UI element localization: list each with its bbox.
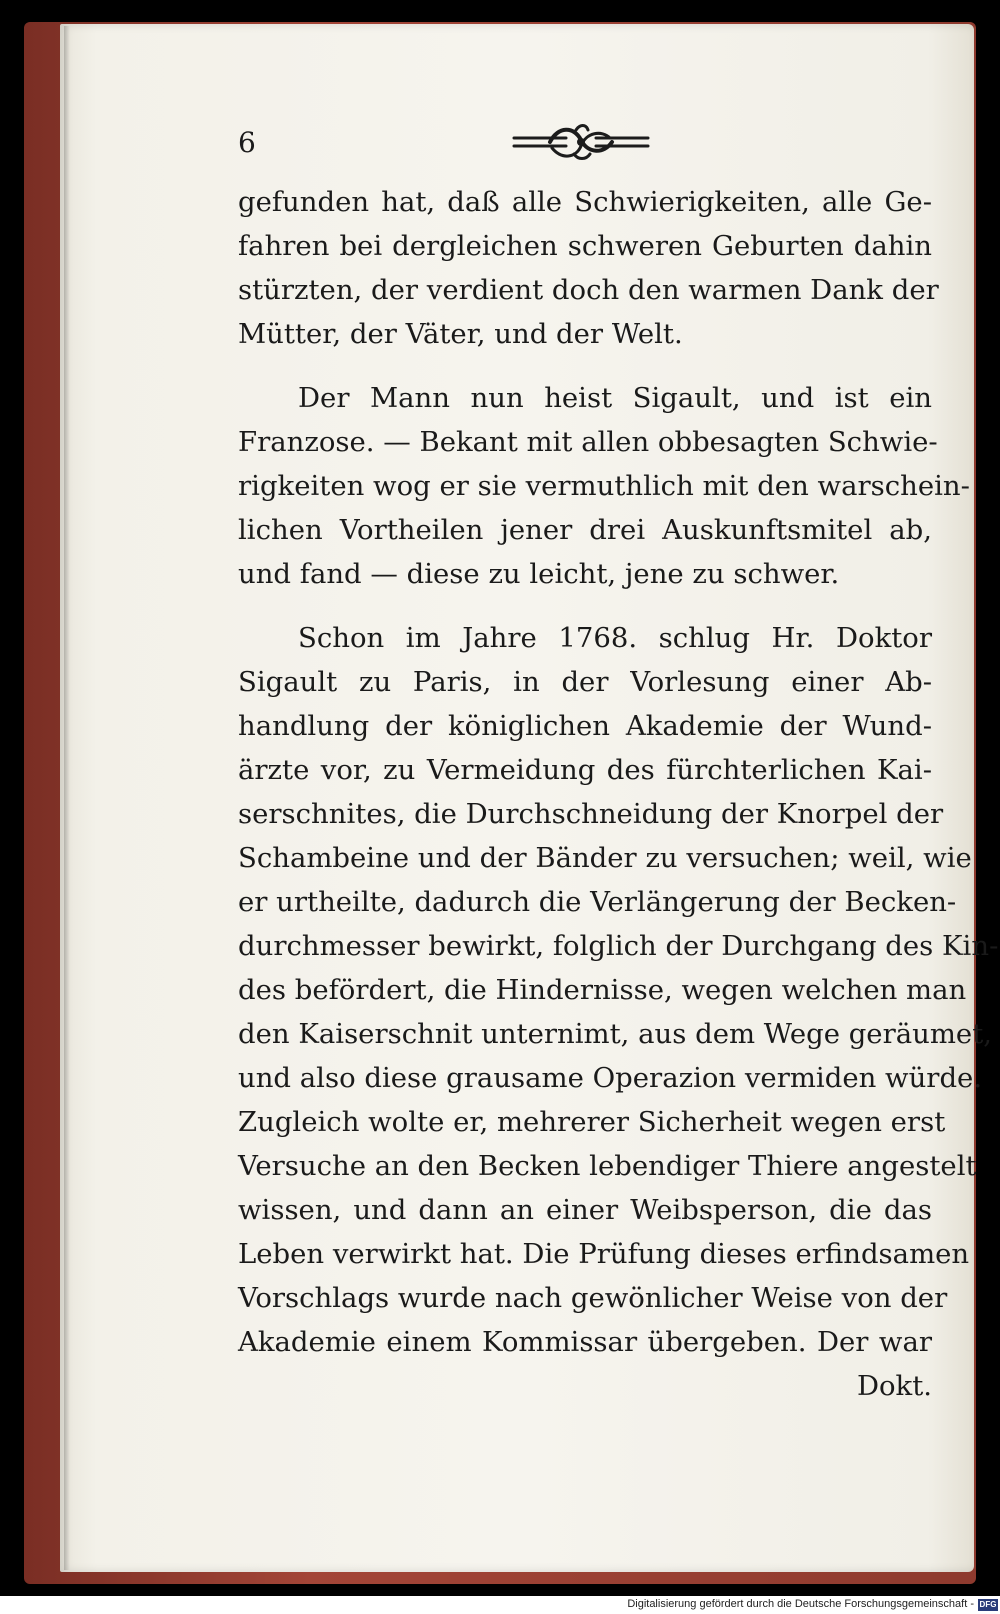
paragraph-gap bbox=[238, 356, 932, 376]
text-line: stürzten, der verdient doch den warmen Dank der bbox=[238, 274, 939, 306]
text-line: Akademie einem Kommissar übergeben. Der war bbox=[238, 1326, 932, 1358]
text-line: er urtheilte, dadurch die Verlängerung der Becken- bbox=[238, 886, 957, 918]
text-line: gefunden hat, daß alle Schwierigkeiten, alle Ge- bbox=[238, 186, 932, 218]
text-line: Sigault zu Paris, in der Vorlesung einer Ab- bbox=[238, 666, 932, 698]
body-text bbox=[238, 180, 999, 1408]
text-line: ärzte vor, zu Vermeidung des fürchterlichen Kai- bbox=[238, 754, 932, 786]
paragraph-gap bbox=[238, 596, 932, 616]
ornament-center-dot bbox=[577, 138, 585, 146]
text-line: Schambeine und der Bänder zu versuchen; weil, wie bbox=[238, 842, 972, 874]
text-line: Mütter, der Väter, und der Welt. bbox=[238, 318, 683, 350]
dfg-logo-icon: DFG bbox=[979, 1600, 997, 1609]
text-line: des befördert, die Hindernisse, wegen welchen man bbox=[238, 974, 967, 1006]
text-line: Franzose. — Bekant mit allen obbesagten Schwie- bbox=[238, 426, 938, 458]
text-line: serschnites, die Durchschneidung der Knorpel der bbox=[238, 798, 944, 830]
text-line: lichen Vortheilen jener drei Auskunftsmitel ab, bbox=[238, 514, 932, 546]
text-line: Zugleich wolte er, mehrerer Sicherheit wegen erst bbox=[238, 1106, 946, 1138]
text-line: rigkeiten wog er sie vermuthlich mit den warschein- bbox=[238, 470, 970, 502]
text-line: und fand — diese zu leicht, jene zu schwer. bbox=[238, 558, 840, 590]
text-line: Schon im Jahre 1768. schlug Hr. Doktor bbox=[298, 622, 932, 654]
text-line: Versuche an den Becken lebendiger Thiere angestelt bbox=[238, 1150, 977, 1182]
text-line: und also diese grausame Operazion vermiden würde. bbox=[238, 1062, 983, 1094]
catchword: Dokt. bbox=[856, 1370, 932, 1402]
text-line: Der Mann nun heist Sigault, und ist ein bbox=[298, 382, 932, 414]
text-line: durchmesser bewirkt, folglich der Durchgang des Kin- bbox=[238, 930, 999, 962]
printers-fleuron-ornament-icon bbox=[506, 120, 656, 164]
text-line: Vorschlags wurde nach gewönlicher Weise von der bbox=[238, 1282, 948, 1314]
page-number: 6 bbox=[238, 126, 256, 159]
page-gutter-shadow bbox=[64, 26, 70, 1570]
digitization-credit: Digitalisierung gefördert durch die Deutsche Forschungsgemeinschaft - bbox=[627, 1598, 974, 1610]
paragraph-3 bbox=[238, 616, 999, 1364]
paragraph-2 bbox=[238, 376, 970, 596]
paragraph-1 bbox=[238, 180, 939, 356]
text-line: den Kaiserschnit unternimt, aus dem Wege geräumet, bbox=[238, 1018, 992, 1050]
text-line: Leben verwirkt hat. Die Prüfung dieses erfindsamen bbox=[238, 1238, 970, 1270]
text-line: handlung der königlichen Akademie der Wund- bbox=[238, 710, 932, 742]
text-line: fahren bei dergleichen schweren Geburten dahin bbox=[238, 230, 932, 262]
text-line: wissen, und dann an einer Weibsperson, die das bbox=[238, 1194, 932, 1226]
page-header bbox=[238, 120, 938, 170]
